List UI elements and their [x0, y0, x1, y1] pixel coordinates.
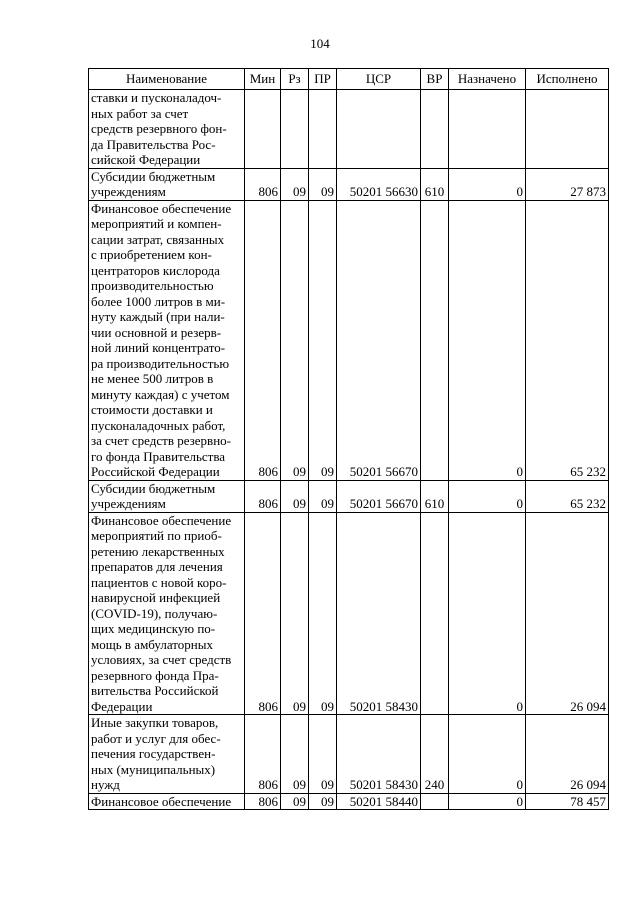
cell-pr: 09	[309, 793, 337, 810]
cell-vr	[421, 793, 449, 810]
cell-pr: 09	[309, 480, 337, 512]
table-row	[89, 168, 609, 200]
cell-assigned: 0	[449, 793, 526, 810]
cell-pr: 09	[309, 200, 337, 480]
header-min: Мин	[245, 69, 281, 90]
cell-assigned: 0	[449, 480, 526, 512]
cell-rz	[281, 90, 309, 169]
table-row	[89, 512, 609, 715]
table-row	[89, 90, 609, 169]
cell-rz: 09	[281, 793, 309, 810]
cell-rz: 09	[281, 512, 309, 715]
cell-pr: 09	[309, 168, 337, 200]
header-row	[89, 69, 609, 90]
page-number: 104	[310, 36, 330, 51]
cell-min: 806	[245, 168, 281, 200]
cell-vr: 610	[421, 480, 449, 512]
cell-pr: 09	[309, 715, 337, 794]
cell-executed: 78 457	[526, 793, 609, 810]
cell-csr: 50201 56670	[337, 200, 421, 480]
cell-min: 806	[245, 480, 281, 512]
cell-min: 806	[245, 200, 281, 480]
cell-csr: 50201 58430	[337, 512, 421, 715]
cell-executed: 26 094	[526, 715, 609, 794]
table-row	[89, 793, 609, 810]
cell-vr	[421, 90, 449, 169]
header-pr: ПР	[309, 69, 337, 90]
header-assigned: Назначено	[449, 69, 526, 90]
cell-min	[245, 90, 281, 169]
cell-assigned: 0	[449, 200, 526, 480]
header-csr: ЦСР	[337, 69, 421, 90]
cell-assigned: 0	[449, 168, 526, 200]
header-name: Наименование	[89, 69, 245, 90]
cell-pr: 09	[309, 512, 337, 715]
cell-name: Субсидии бюджетным учреждениям	[89, 168, 245, 200]
cell-assigned: 0	[449, 512, 526, 715]
cell-pr	[309, 90, 337, 169]
cell-name: Финансовое обеспечение	[89, 793, 245, 810]
cell-rz: 09	[281, 480, 309, 512]
table-row	[89, 200, 609, 480]
cell-executed	[526, 90, 609, 169]
cell-vr	[421, 200, 449, 480]
cell-assigned: 0	[449, 715, 526, 794]
cell-rz: 09	[281, 168, 309, 200]
cell-csr: 50201 56630	[337, 168, 421, 200]
cell-executed: 27 873	[526, 168, 609, 200]
cell-csr: 50201 56670	[337, 480, 421, 512]
cell-executed: 65 232	[526, 480, 609, 512]
cell-min: 806	[245, 793, 281, 810]
cell-vr	[421, 512, 449, 715]
cell-name: Иные закупки товаров, работ и услуг для обес- печения государствен- ных (муниципальных) нужд	[89, 715, 245, 794]
header-executed: Исполнено	[526, 69, 609, 90]
cell-name: ставки и пусконаладоч- ных работ за счет средств резервного фон- да Правительства Рос- сийской Федерации	[89, 90, 245, 169]
cell-csr	[337, 90, 421, 169]
cell-rz: 09	[281, 715, 309, 794]
cell-executed: 26 094	[526, 512, 609, 715]
cell-name: Субсидии бюджетным учреждениям	[89, 480, 245, 512]
budget-table	[88, 68, 609, 810]
header-vr: ВР	[421, 69, 449, 90]
cell-vr: 610	[421, 168, 449, 200]
cell-name: Финансовое обеспечение мероприятий по приоб- ретению лекарственных препаратов для лечения пациентов с новой коро- навирусной инфекцией (COVID-19), получаю- щих медицинскую по- мощь в амбулаторных условиях, за счет средств резервного фонда Пра- вительства Российской Федерации	[89, 512, 245, 715]
cell-min: 806	[245, 715, 281, 794]
header-rz: Рз	[281, 69, 309, 90]
cell-csr: 50201 58440	[337, 793, 421, 810]
table-row	[89, 715, 609, 794]
cell-name: Финансовое обеспечение мероприятий и компен- сации затрат, связанных с приобретением кон- центраторов кислорода производительностью более 1000 литров в ми- нуту каждый (при нали- чии основной и резерв- ной линий концентрато- ра производительностью не менее 500 литров в минуту каждая) с учетом стоимости доставки и пусконаладочных работ, за счет средств резервно- го фонда Правительства Российской Федерации	[89, 200, 245, 480]
cell-assigned	[449, 90, 526, 169]
table-row	[89, 480, 609, 512]
cell-vr: 240	[421, 715, 449, 794]
cell-executed: 65 232	[526, 200, 609, 480]
cell-csr: 50201 58430	[337, 715, 421, 794]
cell-min: 806	[245, 512, 281, 715]
cell-rz: 09	[281, 200, 309, 480]
